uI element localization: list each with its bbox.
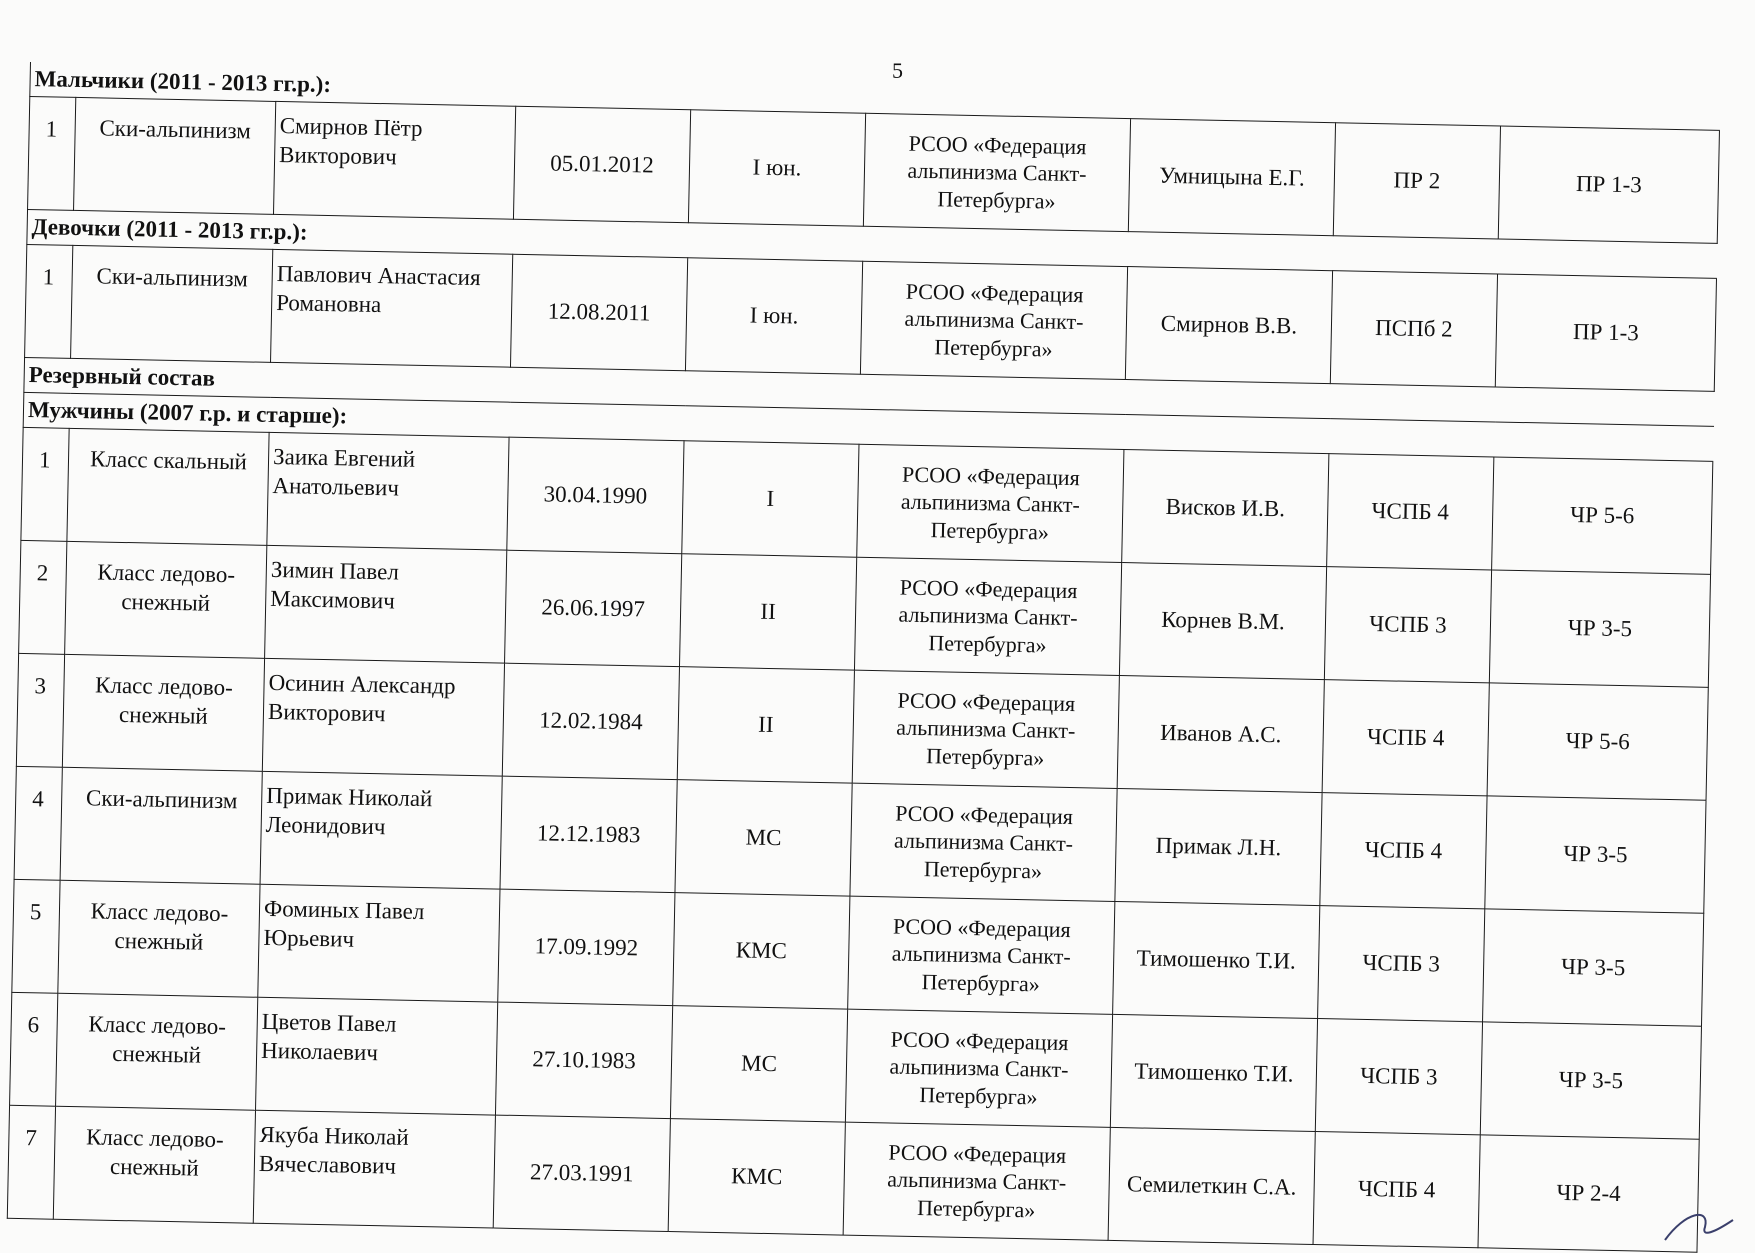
row-number: 2	[19, 540, 67, 654]
birth-date-cell: 17.09.1992	[498, 889, 675, 1005]
discipline-cell: Ски-альпинизм	[74, 97, 276, 214]
row-number: 4	[14, 766, 62, 880]
discipline-cell: Ски-альпинизм	[60, 767, 262, 884]
coach-cell: Корнев В.М.	[1119, 563, 1326, 680]
athlete-name-cell: Примак Николай Леонидович	[260, 771, 502, 889]
birth-date-cell: 05.01.2012	[513, 106, 690, 222]
qualification-cell: ЧСПБ 3	[1324, 567, 1491, 683]
coach-cell: Примак Л.Н.	[1115, 788, 1322, 905]
coach-cell: Смирнов В.В.	[1125, 267, 1332, 384]
row-number: 7	[7, 1105, 55, 1219]
target-result-cell: ЧР 3-5	[1480, 1022, 1701, 1139]
group-title: Мальчики (2011 - 2013 гг.р.):	[30, 62, 1720, 130]
sport-rank-cell: II	[677, 667, 854, 783]
row-number: 1	[28, 97, 76, 211]
qualification-cell: ЧСПБ 4	[1313, 1132, 1480, 1248]
discipline-cell: Класс ледово-снежный	[62, 654, 264, 771]
athlete-name-cell: Фоминых Павел Юрьевич	[258, 884, 500, 1002]
qualification-cell: ПСПб 2	[1330, 271, 1497, 387]
organization-cell: РСОО «Федерация альпинизма Санкт-Петербурга»	[850, 783, 1117, 901]
discipline-cell: Ски-альпинизм	[71, 245, 273, 362]
row-number: 5	[12, 879, 60, 993]
discipline-cell: Класс ледово-снежный	[65, 541, 267, 658]
signature-mark	[1615, 1202, 1735, 1242]
athlete-name-cell: Якуба Николай Вячеславович	[253, 1110, 495, 1228]
organization-cell: РСОО «Федерация альпинизма Санкт-Петербурга»	[845, 1009, 1112, 1127]
qualification-cell: ЧСПБ 3	[1318, 906, 1485, 1022]
athlete-name-cell: Зимин Павел Максимович	[265, 545, 507, 663]
sport-rank-cell: I	[682, 441, 859, 557]
discipline-cell: Класс скальный	[67, 428, 269, 545]
coach-cell: Тимошенко Т.И.	[1113, 901, 1320, 1018]
organization-cell: РСОО «Федерация альпинизма Санкт-Петербурга»	[860, 261, 1127, 379]
organization-cell: РСОО «Федерация альпинизма Санкт-Петербурга»	[863, 113, 1130, 231]
birth-date-cell: 12.02.1984	[502, 663, 679, 779]
roster-table	[7, 62, 1721, 1253]
sport-rank-cell: МС	[675, 780, 852, 896]
sport-rank-cell: II	[679, 554, 856, 670]
qualification-cell: ЧСПБ 3	[1315, 1019, 1482, 1135]
group-title: Резервный состав	[24, 357, 1714, 426]
target-result-cell: ЧР 5-6	[1492, 457, 1713, 574]
coach-cell: Тимошенко Т.И.	[1110, 1014, 1317, 1131]
athlete-name-cell: Заика Евгений Анатольевич	[267, 432, 509, 550]
discipline-cell: Класс ледово-снежный	[58, 880, 260, 997]
target-result-cell: ПР 1-3	[1495, 274, 1716, 391]
row-number: 3	[16, 653, 64, 767]
row-number: 1	[25, 244, 73, 358]
sport-rank-cell: КМС	[673, 893, 850, 1009]
athlete-name-cell: Цветов Павел Николаевич	[256, 997, 498, 1115]
qualification-cell: ПР 2	[1333, 123, 1500, 239]
discipline-cell: Класс ледово-снежный	[56, 993, 258, 1110]
sport-rank-cell: МС	[670, 1006, 847, 1122]
target-result-cell: ЧР 5-6	[1487, 683, 1708, 800]
qualification-cell: ЧСПБ 4	[1327, 454, 1494, 570]
coach-cell: Иванов А.С.	[1117, 675, 1324, 792]
organization-cell: РСОО «Федерация альпинизма Санкт-Петербурга»	[857, 444, 1124, 562]
athlete-name-cell: Смирнов Пётр Викторович	[273, 101, 515, 219]
qualification-cell: ЧСПБ 4	[1320, 793, 1487, 909]
organization-cell: РСОО «Федерация альпинизма Санкт-Петербурга»	[854, 557, 1121, 675]
coach-cell: Семилеткин С.А.	[1108, 1127, 1315, 1244]
group-title: Мужчины (2007 г.р. и старше):	[23, 392, 1713, 461]
group-title: Девочки (2011 - 2013 гг.р.):	[27, 209, 1717, 278]
coach-cell: Умницына Е.Г.	[1128, 119, 1335, 236]
discipline-cell: Класс ледово-снежный	[53, 1106, 255, 1223]
birth-date-cell: 27.03.1991	[493, 1115, 670, 1231]
organization-cell: РСОО «Федерация альпинизма Санкт-Петербурга»	[852, 670, 1119, 788]
athlete-name-cell: Павлович Анастасия Романовна	[271, 249, 513, 367]
roster-sheet	[7, 62, 1720, 1253]
qualification-cell: ЧСПБ 4	[1322, 680, 1489, 796]
birth-date-cell: 12.08.2011	[510, 254, 687, 370]
target-result-cell: ЧР 3-5	[1483, 909, 1704, 1026]
page-number: 5	[892, 58, 903, 83]
sport-rank-cell: I юн.	[685, 258, 862, 374]
target-result-cell: ПР 1-3	[1498, 126, 1719, 243]
sport-rank-cell: КМС	[668, 1119, 845, 1235]
athlete-name-cell: Осинин Александр Викторович	[262, 658, 504, 776]
coach-cell: Висков И.В.	[1122, 450, 1329, 567]
target-result-cell: ЧР 3-5	[1489, 570, 1710, 687]
organization-cell: РСОО «Федерация альпинизма Санкт-Петербурга»	[843, 1122, 1110, 1240]
target-result-cell: ЧР 2-4	[1478, 1135, 1699, 1252]
target-result-cell: ЧР 3-5	[1485, 796, 1706, 913]
birth-date-cell: 27.10.1983	[495, 1002, 672, 1118]
sport-rank-cell: I юн.	[688, 110, 865, 226]
birth-date-cell: 30.04.1990	[507, 437, 684, 553]
birth-date-cell: 26.06.1997	[505, 550, 682, 666]
row-number: 6	[10, 992, 58, 1106]
birth-date-cell: 12.12.1983	[500, 776, 677, 892]
organization-cell: РСОО «Федерация альпинизма Санкт-Петербурга»	[848, 896, 1115, 1014]
row-number: 1	[21, 427, 69, 541]
